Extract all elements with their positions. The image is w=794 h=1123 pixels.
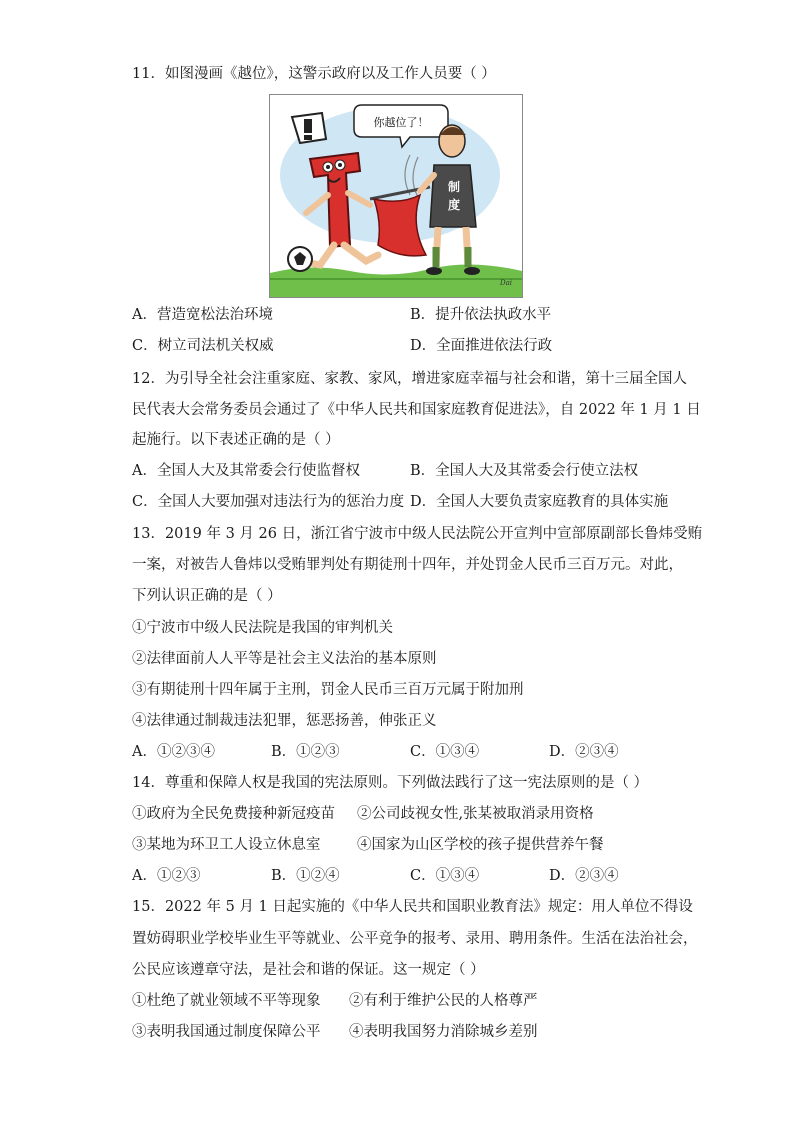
- q13-item-1: ①宁波市中级人民法院是我国的审判机关: [132, 620, 393, 636]
- q13-item-2: ②法律面前人人平等是社会主义法治的基本原则: [132, 651, 437, 667]
- q11-option-d[interactable]: D．全面推进依法行政: [410, 338, 553, 354]
- q14-item-2: ②公司歧视女性,张某被取消录用资格: [357, 806, 594, 822]
- q13-line-1: 13．2019 年 3 月 26 日，浙江省宁波市中级人民法院公开宣判中宣部原副部长鲁炜受贿: [132, 526, 703, 542]
- q13-line-2: 一案，对被告人鲁炜以受贿罪判处有期徒刑十四年，并处罚金人民币三百万元。对此，: [132, 557, 683, 573]
- flag-char-2: 度: [447, 198, 461, 212]
- q13-item-3: ③有期徒刑十四年属于主刑，罚金人民币三百万元属于附加刑: [132, 682, 524, 698]
- q13-option-b[interactable]: B．①②③: [271, 744, 340, 760]
- q12-option-b[interactable]: B．全国人大及其常委会行使立法权: [410, 463, 639, 479]
- q12-option-c[interactable]: C．全国人大要加强对违法行为的惩治力度: [132, 494, 405, 510]
- q15-item-2: ②有利于维护公民的人格尊严: [349, 993, 538, 1009]
- exclamation-bubble: [292, 113, 326, 143]
- q12-line-1: 12．为引导全社会注重家庭、家教、家风，增进家庭幸福与社会和谐，第十三届全国人: [132, 371, 687, 387]
- q11-option-b[interactable]: B．提升依法执政水平: [410, 307, 552, 323]
- q15-item-1: ①杜绝了就业领域不平等现象: [132, 993, 321, 1009]
- q15-line-3: 公民应该遵章守法，是社会和谐的保证。这一规定（ ）: [132, 962, 485, 978]
- flag-char-1: 制: [447, 180, 461, 194]
- q11-option-a[interactable]: A．营造宽松法治环境: [132, 307, 273, 323]
- q14-item-1: ①政府为全民免费接种新冠疫苗: [132, 806, 335, 822]
- artist-signature: Dai: [500, 279, 513, 287]
- q12-line-3: 起施行。以下表述正确的是（ ）: [132, 432, 340, 448]
- q14-item-3: ③某地为环卫工人设立休息室: [132, 837, 321, 853]
- cartoon-offside: [269, 94, 523, 298]
- q13-item-4: ④法律通过制裁违法犯罪，惩恶扬善，伸张正义: [132, 713, 437, 729]
- q13-line-3: 下列认识正确的是（ ）: [132, 588, 282, 604]
- q12-option-d[interactable]: D．全国人大要负责家庭教育的具体实施: [410, 494, 669, 510]
- q13-option-a[interactable]: A．①②③④: [132, 744, 215, 760]
- q14-option-d[interactable]: D．②③④: [549, 868, 619, 884]
- q11-stem: 11．如图漫画《越位》，这警示政府以及工作人员要（ ）: [132, 66, 496, 82]
- q12-option-a[interactable]: A．全国人大及其常委会行使监督权: [132, 463, 360, 479]
- q15-item-4: ④表明我国努力消除城乡差别: [349, 1024, 538, 1040]
- q15-line-2: 置妨碍职业学校毕业生平等就业、公平竞争的报考、录用、聘用条件。生活在法治社会，: [132, 931, 698, 947]
- q14-item-4: ④国家为山区学校的孩子提供营养午餐: [357, 837, 604, 853]
- q14-stem: 14．尊重和保障人权是我国的宪法原则。下列做法践行了这一宪法原则的是（ ）: [132, 775, 649, 791]
- q14-option-a[interactable]: A．①②③: [132, 868, 201, 884]
- q15-line-1: 15．2022 年 5 月 1 日起实施的《中华人民共和国职业教育法》规定：用人单位不得设: [132, 899, 693, 915]
- q13-option-c[interactable]: C．①③④: [410, 744, 480, 760]
- cartoon-illustration: [270, 95, 522, 297]
- q14-option-c[interactable]: C．①③④: [410, 868, 480, 884]
- q12-line-2: 民代表大会常务委员会通过了《中华人民共和国家庭教育促进法》，自 2022 年 1 月 1 日: [132, 402, 701, 418]
- q11-option-c[interactable]: C．树立司法机关权威: [132, 338, 274, 354]
- speech-text: 你越位了！: [373, 116, 429, 129]
- q15-item-3: ③表明我国通过制度保障公平: [132, 1024, 321, 1040]
- q14-option-b[interactable]: B．①②④: [271, 868, 340, 884]
- q13-option-d[interactable]: D．②③④: [549, 744, 619, 760]
- soccer-ball: [288, 247, 312, 271]
